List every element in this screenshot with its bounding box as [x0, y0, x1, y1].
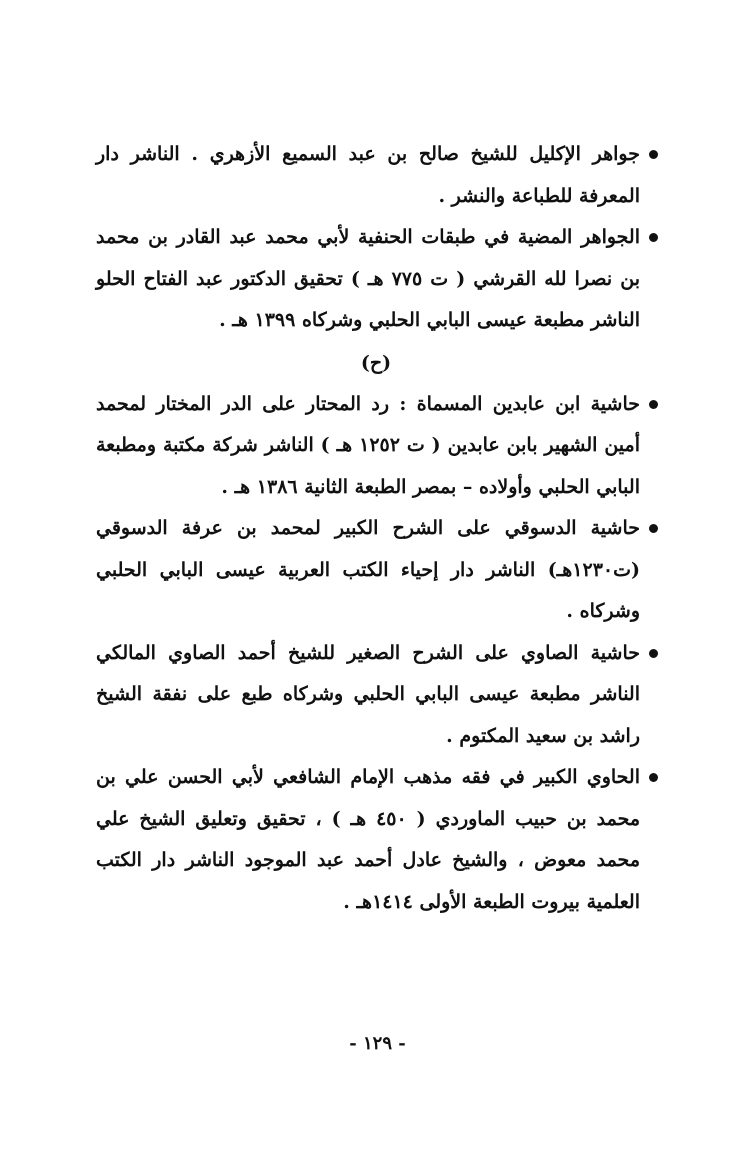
entry-text: جواهر الإكليل للشيخ صالح بن عبد السميع الأزهري . الناشر دار المعرفة للطباعة والنشر .: [96, 143, 640, 207]
entry-text: حاشية ابن عابدين المسماة : رد المحتار على الدر المختار لمحمد أمين الشهير بابن عابدين ( ت ١٢٥٢ هـ ) الناشر شركة مكتبة ومطبعة البابي الحلبي وأولاده – بمصر الطبعة الثانية ١٣٨٦ هـ .: [96, 392, 640, 498]
bibliography-entry: [96, 217, 656, 342]
bullet-icon: [649, 150, 658, 159]
bibliography-entry: [96, 633, 656, 758]
page-number: - ١٢٩ -: [349, 1033, 406, 1054]
bullet-icon: [649, 773, 658, 782]
page-body: [96, 134, 656, 923]
bibliography-entry: [96, 134, 656, 217]
section-heading: (ح): [360, 351, 392, 374]
bullet-icon: [649, 233, 658, 242]
entry-text: الحاوي الكبير في فقه مذهب الإمام الشافعي لأبي الحسن علي بن محمد بن حبيب الماوردي ( ٤٥٠ هـ ) ، تحقيق وتعليق الشيخ علي محمد معوض ، والشيخ عادل أحمد عبد الموجود الناشر دار الكتب العلمية بيروت الطبعة الأولى ١٤١٤هـ .: [96, 766, 641, 913]
bibliography-entry: [96, 384, 656, 509]
bullet-icon: [649, 649, 658, 658]
entry-text: حاشية الصاوي على الشرح الصغير للشيخ أحمد الصاوي المالكي الناشر مطبعة عيسى البابي الحلبي وشركاه طبع على نفقة الشيخ راشد بن سعيد المكتوم .: [96, 641, 640, 747]
bullet-icon: [649, 524, 658, 533]
entry-text: الجواهر المضية في طبقات الحنفية لأبي محمد عبد القادر بن محمد بن نصرا لله القرشي ( ت ٧٧٥ هـ ) تحقيق الدكتور عبد الفتاح الحلو الناشر مطبعة عيسى البابي الحلبي وشركاه ١٣٩٩ هـ .: [96, 226, 640, 331]
bullet-icon: [649, 400, 658, 409]
entry-text: حاشية الدسوقي على الشرح الكبير لمحمد بن عرفة الدسوقي (ت١٢٣٠هـ) الناشر دار إحياء الكتب العربية عيسى البابي الحلبي وشركاه .: [96, 517, 640, 622]
bibliography-entry: [96, 508, 656, 633]
bibliography-entry: [96, 757, 656, 923]
